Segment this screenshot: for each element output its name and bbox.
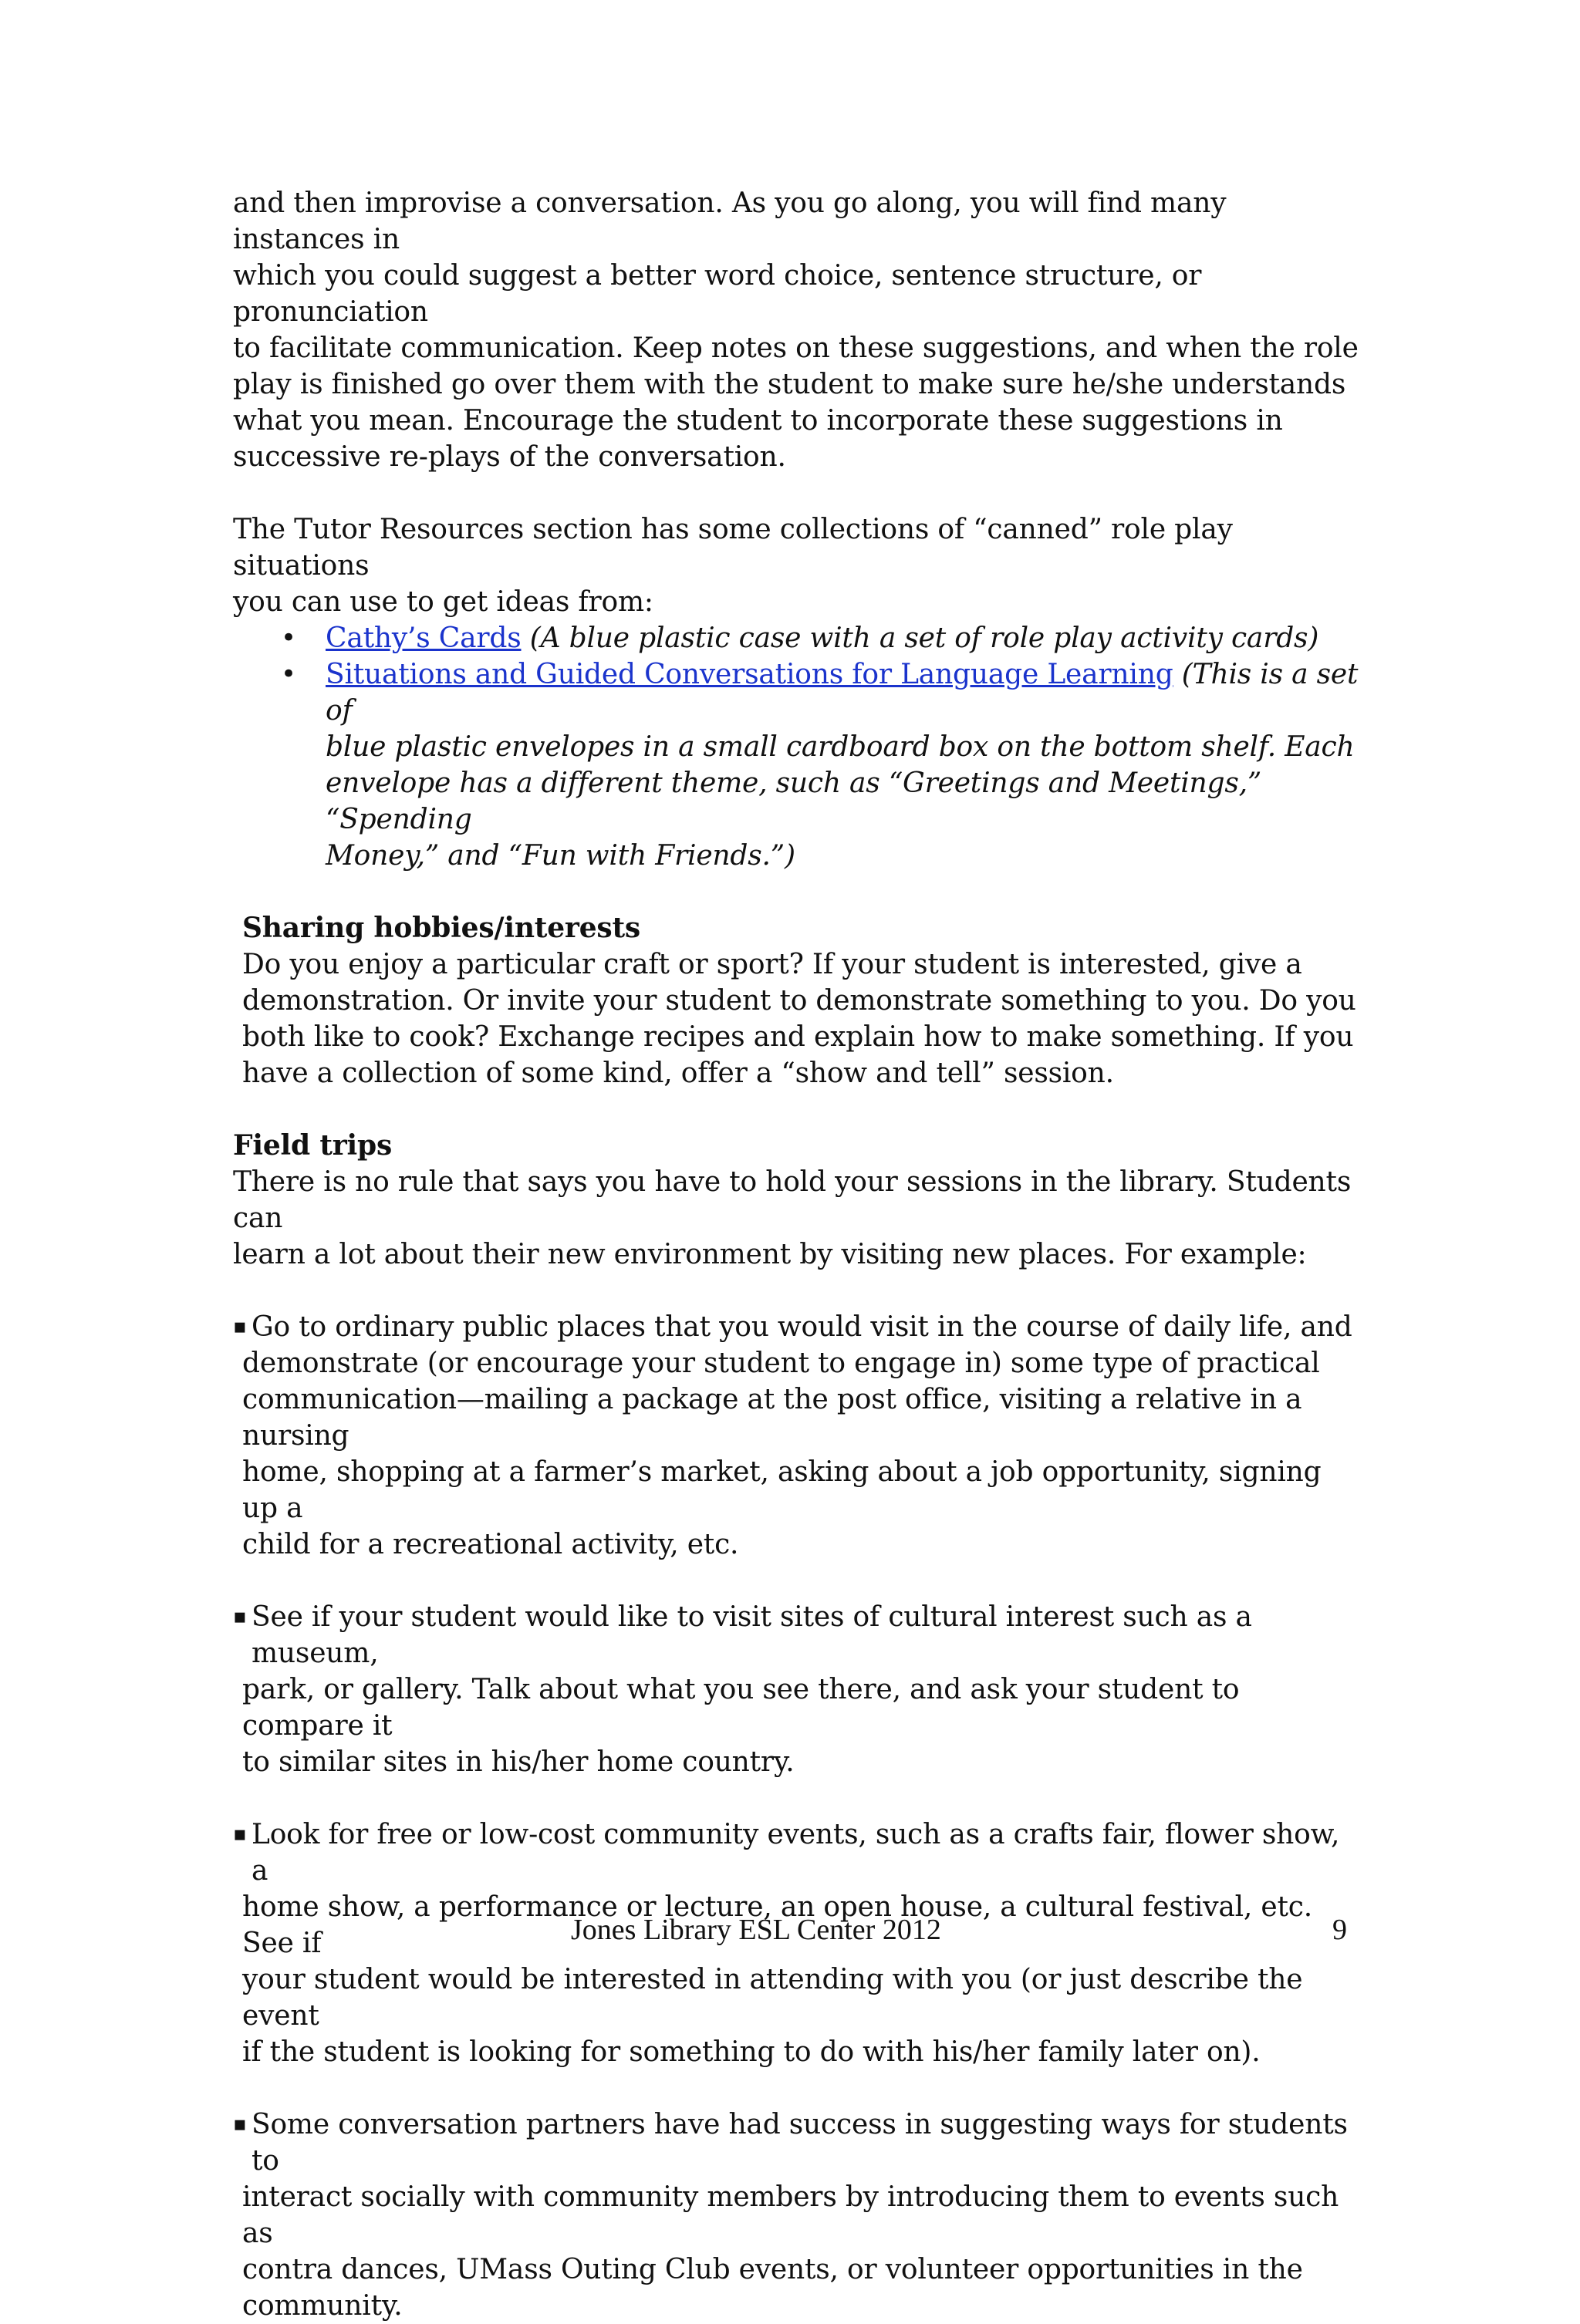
text-line: park, or gallery. Talk about what you see there, and ask your student to compare it [242, 1674, 1240, 1742]
text-line: which you could suggest a better word choice, sentence structure, or pronunciation [233, 260, 1202, 328]
text-line: and then improvise a conversation. As you go along, you will find many instances in [233, 187, 1227, 255]
text-line: to facilitate communication. Keep notes on these suggestions, and when the role [233, 332, 1359, 364]
text-line: home, shopping at a farmer’s market, asking about a job opportunity, signing up a [242, 1456, 1322, 1524]
field-trip-item [233, 2106, 1359, 2324]
resource-note-line: blue plastic envelopes in a small cardboard box on the bottom shelf. Each [326, 731, 1355, 763]
resource-note: (This is a set of [326, 659, 1359, 727]
text-line: communication—mailing a package at the post office, visiting a relative in a nursing [242, 1384, 1302, 1452]
square-bullet-icon: ▪ [233, 1823, 247, 1846]
field-trips-section [233, 1128, 1359, 1273]
text-line: Look for free or low-cost community events, such as a crafts fair, flower show, a [252, 1819, 1340, 1887]
text-line: what you mean. Encourage the student to incorporate these suggestions in [233, 405, 1283, 437]
section-heading: Field trips [233, 1129, 393, 1162]
text-line: have a collection of some kind, offer a “show and tell” session. [242, 1057, 1114, 1089]
text-line: The Tutor Resources section has some collections of “canned” role play situations [233, 514, 1233, 582]
sharing-section [233, 910, 1359, 1091]
resource-note-line: envelope has a different theme, such as “Greetings and Meetings,” “Spending [326, 767, 1262, 835]
text-line: demonstrate (or encourage your student to engage in) some type of practical [242, 1348, 1320, 1379]
text-line: Do you enjoy a particular craft or sport? If your student is interested, give a [242, 949, 1302, 980]
text-line: home show, a performance or lecture, an open house, a cultural festival, etc. See if [242, 1891, 1313, 1959]
bullet-icon: • [281, 622, 296, 653]
resource-list [233, 620, 1359, 874]
field-trip-item [233, 1309, 1359, 1563]
text-line: both like to cook? Exchange recipes and explain how to make something. If you [242, 1021, 1354, 1053]
field-trip-item [233, 1599, 1359, 1780]
list-item [281, 620, 1359, 656]
document-body [233, 185, 1359, 2324]
text-line: Some conversation partners have had success in suggesting ways for students to [252, 2109, 1348, 2177]
text-line: your student would be interested in attending with you (or just describe the event [242, 1964, 1303, 2032]
text-line: you can use to get ideas from: [233, 586, 653, 618]
bullet-icon: • [281, 659, 296, 690]
square-bullet-icon: ▪ [233, 1315, 247, 1338]
text-line: to similar sites in his/her home country. [242, 1746, 795, 1778]
text-line: interact socially with community members by introducing them to events such as [242, 2181, 1339, 2249]
text-line: demonstration. Or invite your student to demonstrate something to you. Do you [242, 985, 1356, 1017]
square-bullet-icon: ▪ [233, 2113, 247, 2136]
square-bullet-icon: ▪ [233, 1605, 247, 1628]
section-heading: Sharing hobbies/interests [242, 912, 640, 944]
text-line: community. [242, 2290, 403, 2322]
text-line: contra dances, UMass Outing Club events, or volunteer opportunities in the [242, 2254, 1303, 2285]
page-number: 9 [1332, 1914, 1347, 1946]
situations-guided-conversations-link[interactable]: Situations and Guided Conversations for Language Learning [326, 659, 1173, 690]
resource-note: (A blue plastic case with a set of role play activity cards) [529, 622, 1319, 654]
resource-note-line: Money,” and “Fun with Friends.”) [326, 840, 795, 872]
text-line: learn a lot about their new environment by visiting new places. For example: [233, 1239, 1307, 1270]
text-line: child for a recreational activity, etc. [242, 1529, 739, 1560]
intro-paragraph [233, 185, 1359, 475]
text-line: Go to ordinary public places that you would visit in the course of daily life, and [252, 1311, 1352, 1343]
text-line: if the student is looking for something to do with his/her family later on). [242, 2036, 1261, 2068]
footer-text: Jones Library ESL Center 2012 [571, 1914, 941, 1946]
cathys-cards-link[interactable]: Cathy’s Cards [326, 622, 522, 654]
text-line: successive re-plays of the conversation. [233, 441, 786, 473]
text-line: There is no rule that says you have to hold your sessions in the library. Students can [233, 1166, 1352, 1234]
text-line: play is finished go over them with the student to make sure he/she understands [233, 369, 1346, 400]
tutor-resources-paragraph [233, 511, 1359, 620]
list-item [281, 656, 1359, 874]
text-line: See if your student would like to visit sites of cultural interest such as a museum, [252, 1601, 1252, 1669]
